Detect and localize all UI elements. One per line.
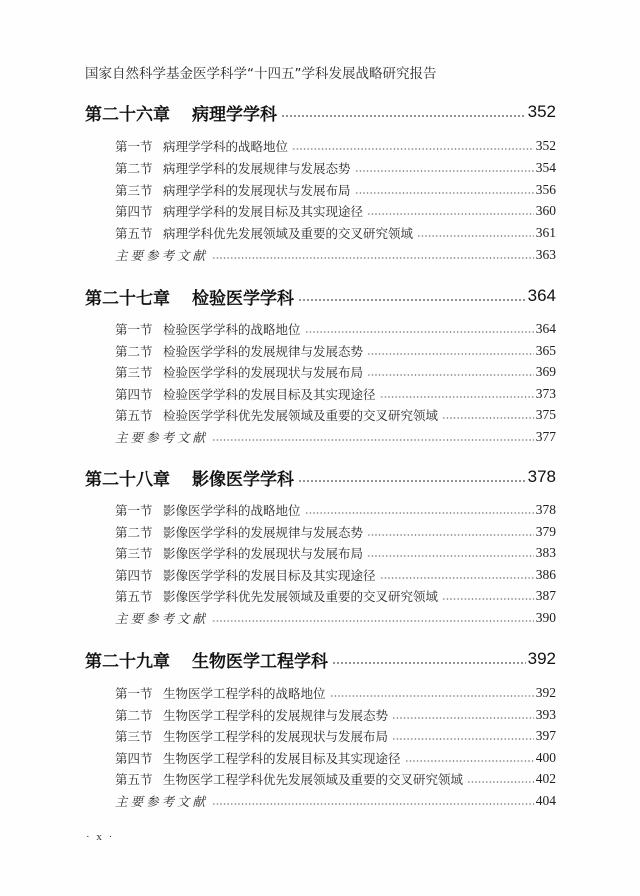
- section-page-number: 373: [535, 386, 556, 401]
- section-number: 第二节: [115, 525, 153, 540]
- section-entry[interactable]: [115, 136, 556, 156]
- section-page-number: 361: [535, 225, 556, 240]
- section-entry[interactable]: [115, 565, 556, 585]
- section-number: 第五节: [115, 772, 153, 787]
- chapter-page-number: 378: [527, 467, 556, 486]
- section-entry[interactable]: [115, 769, 556, 789]
- chapter-heading[interactable]: [85, 647, 556, 671]
- references-page-number: 363: [535, 247, 556, 262]
- section-entry[interactable]: [115, 201, 556, 221]
- references-page-number: 404: [535, 793, 556, 808]
- dot-leader: [367, 374, 534, 376]
- chapter-number: 第二十九章: [85, 651, 170, 672]
- dot-leader: [442, 417, 534, 419]
- dot-leader: [417, 235, 534, 237]
- references-page-number: 390: [535, 610, 556, 625]
- dot-leader: [380, 396, 534, 398]
- dot-leader: [380, 577, 534, 579]
- section-page-number: 402: [535, 771, 556, 786]
- section-title: 生物医学工程学科的发展目标及其实现途径: [163, 751, 401, 766]
- section-number: 第二节: [115, 344, 153, 359]
- section-entry[interactable]: [115, 726, 556, 746]
- dot-leader: [367, 555, 534, 557]
- references-entry[interactable]: [115, 608, 556, 628]
- running-header: 国家自然科学基金医学科学“十四五”学科发展战略研究报告: [85, 66, 437, 82]
- references-page-number: 377: [535, 429, 556, 444]
- dot-leader: [405, 760, 534, 762]
- section-entry[interactable]: [115, 522, 556, 542]
- section-page-number: 383: [535, 545, 556, 560]
- section-number: 第三节: [115, 183, 153, 198]
- section-entry[interactable]: [115, 683, 556, 703]
- section-page-number: 369: [535, 364, 556, 379]
- section-entry[interactable]: [115, 405, 556, 425]
- references-title: 主要参考文献: [115, 430, 209, 445]
- section-number: 第五节: [115, 589, 153, 604]
- dot-leader: [212, 257, 534, 259]
- section-page-number: 378: [535, 502, 556, 517]
- section-entry[interactable]: [115, 362, 556, 382]
- dot-leader: [367, 213, 534, 215]
- section-title: 生物医学工程学科优先发展领域及重要的交叉研究领域: [163, 772, 464, 787]
- section-title: 病理学学科的发展规律与发展态势: [163, 161, 351, 176]
- section-entry[interactable]: [115, 158, 556, 178]
- section-entry[interactable]: [115, 384, 556, 404]
- dot-leader: [305, 512, 534, 514]
- section-page-number: 364: [535, 321, 556, 336]
- dot-leader: [212, 439, 534, 441]
- chapter-title: 病理学学科: [192, 104, 277, 125]
- dot-leader: [442, 598, 534, 600]
- section-entry[interactable]: [115, 748, 556, 768]
- dot-leader: [467, 781, 534, 783]
- chapter-page-number: 352: [527, 102, 556, 121]
- section-page-number: 375: [535, 407, 556, 422]
- references-entry[interactable]: [115, 791, 556, 811]
- references-title: 主要参考文献: [115, 794, 209, 809]
- section-title: 生物医学工程学科的战略地位: [163, 686, 326, 701]
- dot-leader: [298, 299, 526, 301]
- dot-leader: [367, 353, 534, 355]
- chapter-title: 检验医学学科: [192, 288, 294, 309]
- section-entry[interactable]: [115, 705, 556, 725]
- dot-leader: [212, 803, 534, 805]
- section-title: 检验医学学科的发展规律与发展态势: [163, 344, 364, 359]
- dot-leader: [305, 331, 534, 333]
- section-number: 第一节: [115, 503, 153, 518]
- section-title: 影像医学学科的战略地位: [163, 503, 301, 518]
- chapter-number: 第二十六章: [85, 104, 170, 125]
- section-entry[interactable]: [115, 223, 556, 243]
- dot-leader: [330, 695, 534, 697]
- section-title: 影像医学学科优先发展领域及重要的交叉研究领域: [163, 589, 439, 604]
- section-number: 第一节: [115, 322, 153, 337]
- section-number: 第四节: [115, 387, 153, 402]
- chapter-heading[interactable]: [85, 465, 556, 489]
- section-title: 检验医学学科的战略地位: [163, 322, 301, 337]
- section-title: 病理学学科的发展目标及其实现途径: [163, 204, 364, 219]
- chapter-number: 第二十八章: [85, 469, 170, 490]
- section-number: 第三节: [115, 546, 153, 561]
- section-entry[interactable]: [115, 543, 556, 563]
- section-title: 病理学学科的战略地位: [163, 139, 289, 154]
- dot-leader: [355, 192, 534, 194]
- page-folio: · x ·: [86, 831, 115, 843]
- dot-leader: [355, 170, 534, 172]
- section-title: 影像医学学科的发展规律与发展态势: [163, 525, 364, 540]
- section-title: 病理学学科的发展现状与发展布局: [163, 183, 351, 198]
- dot-leader: [367, 534, 534, 536]
- section-page-number: 360: [535, 203, 556, 218]
- section-number: 第四节: [115, 568, 153, 583]
- section-title: 影像医学学科的发展现状与发展布局: [163, 546, 364, 561]
- chapter-heading[interactable]: [85, 100, 556, 124]
- section-page-number: 387: [535, 588, 556, 603]
- section-page-number: 400: [535, 750, 556, 765]
- section-number: 第三节: [115, 729, 153, 744]
- section-title: 生物医学工程学科的发展现状与发展布局: [163, 729, 389, 744]
- chapter-page-number: 392: [527, 649, 556, 668]
- section-number: 第四节: [115, 751, 153, 766]
- dot-leader: [292, 148, 534, 150]
- section-page-number: 354: [535, 160, 556, 175]
- section-title: 检验医学学科优先发展领域及重要的交叉研究领域: [163, 408, 439, 423]
- dot-leader: [392, 717, 534, 719]
- section-page-number: 356: [535, 182, 556, 197]
- section-entry[interactable]: [115, 586, 556, 606]
- references-title: 主要参考文献: [115, 248, 209, 263]
- section-title: 病理学科优先发展领域及重要的交叉研究领域: [163, 226, 414, 241]
- dot-leader: [212, 620, 534, 622]
- section-number: 第二节: [115, 708, 153, 723]
- section-number: 第一节: [115, 686, 153, 701]
- section-page-number: 397: [535, 728, 556, 743]
- section-title: 检验医学学科的发展目标及其实现途径: [163, 387, 376, 402]
- chapter-title: 生物医学工程学科: [192, 651, 328, 672]
- section-page-number: 379: [535, 524, 556, 539]
- section-entry[interactable]: [115, 341, 556, 361]
- section-entry[interactable]: [115, 319, 556, 339]
- references-entry[interactable]: [115, 427, 556, 447]
- section-number: 第三节: [115, 365, 153, 380]
- chapter-heading[interactable]: [85, 284, 556, 308]
- section-number: 第五节: [115, 408, 153, 423]
- section-title: 影像医学学科的发展目标及其实现途径: [163, 568, 376, 583]
- section-page-number: 393: [535, 707, 556, 722]
- section-entry[interactable]: [115, 180, 556, 200]
- dot-leader: [332, 662, 526, 664]
- section-page-number: 352: [535, 138, 556, 153]
- dot-leader: [392, 738, 534, 740]
- section-page-number: 365: [535, 343, 556, 358]
- section-number: 第一节: [115, 139, 153, 154]
- section-number: 第二节: [115, 161, 153, 176]
- dot-leader: [281, 115, 526, 117]
- chapter-number: 第二十七章: [85, 288, 170, 309]
- chapter-page-number: 364: [527, 286, 556, 305]
- section-entry[interactable]: [115, 500, 556, 520]
- section-title: 生物医学工程学科的发展规律与发展态势: [163, 708, 389, 723]
- section-page-number: 392: [535, 685, 556, 700]
- chapter-title: 影像医学学科: [192, 469, 294, 490]
- references-title: 主要参考文献: [115, 611, 209, 626]
- references-entry[interactable]: [115, 245, 556, 265]
- section-number: 第五节: [115, 226, 153, 241]
- section-title: 检验医学学科的发展现状与发展布局: [163, 365, 364, 380]
- dot-leader: [298, 480, 526, 482]
- section-number: 第四节: [115, 204, 153, 219]
- section-page-number: 386: [535, 567, 556, 582]
